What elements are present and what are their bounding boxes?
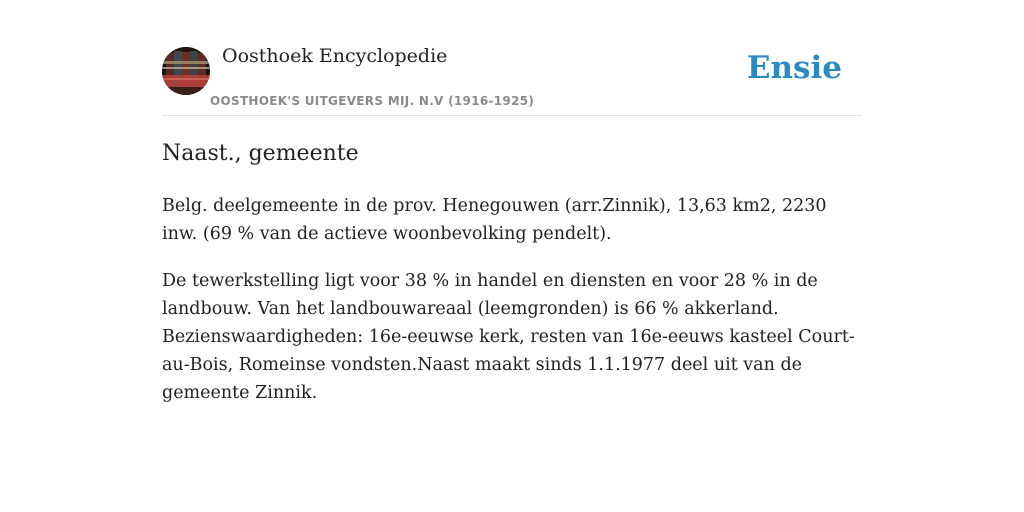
article-paragraph: De tewerkstelling ligt voor 38 % in handel en diensten en voor 28 % in de landbouw. Van het landbouwareaal (leemgronden) is 66 % akkerland. Bezienswaardigheden: 16e-eeuwse kerk, resten van 16e-eeuws kasteel Court-au-Bois, Romeinse vondsten.Naast maakt sinds 1.1.1977 deel uit van de gemeente Zinnik.: [162, 271, 855, 403]
article: [162, 137, 862, 407]
source-title-link[interactable]: Oosthoek Encyclopedie: [222, 45, 448, 67]
publisher-label: OOSTHOEK'S UITGEVERS MIJ. N.V (1916-1925): [210, 94, 535, 108]
article-body: [162, 192, 862, 407]
encyclopedia-books-icon[interactable]: [162, 47, 210, 95]
article-title: Naast., gemeente: [162, 141, 359, 166]
source-header: [162, 40, 862, 116]
article-paragraph: Belg. deelgemeente in de prov. Henegouwen (arr.Zinnik), 13,63 km2, 2230 inw. (69 % van de actieve woonbevolking pendelt).: [162, 196, 827, 244]
ensie-logo-link[interactable]: Ensie: [746, 50, 842, 86]
